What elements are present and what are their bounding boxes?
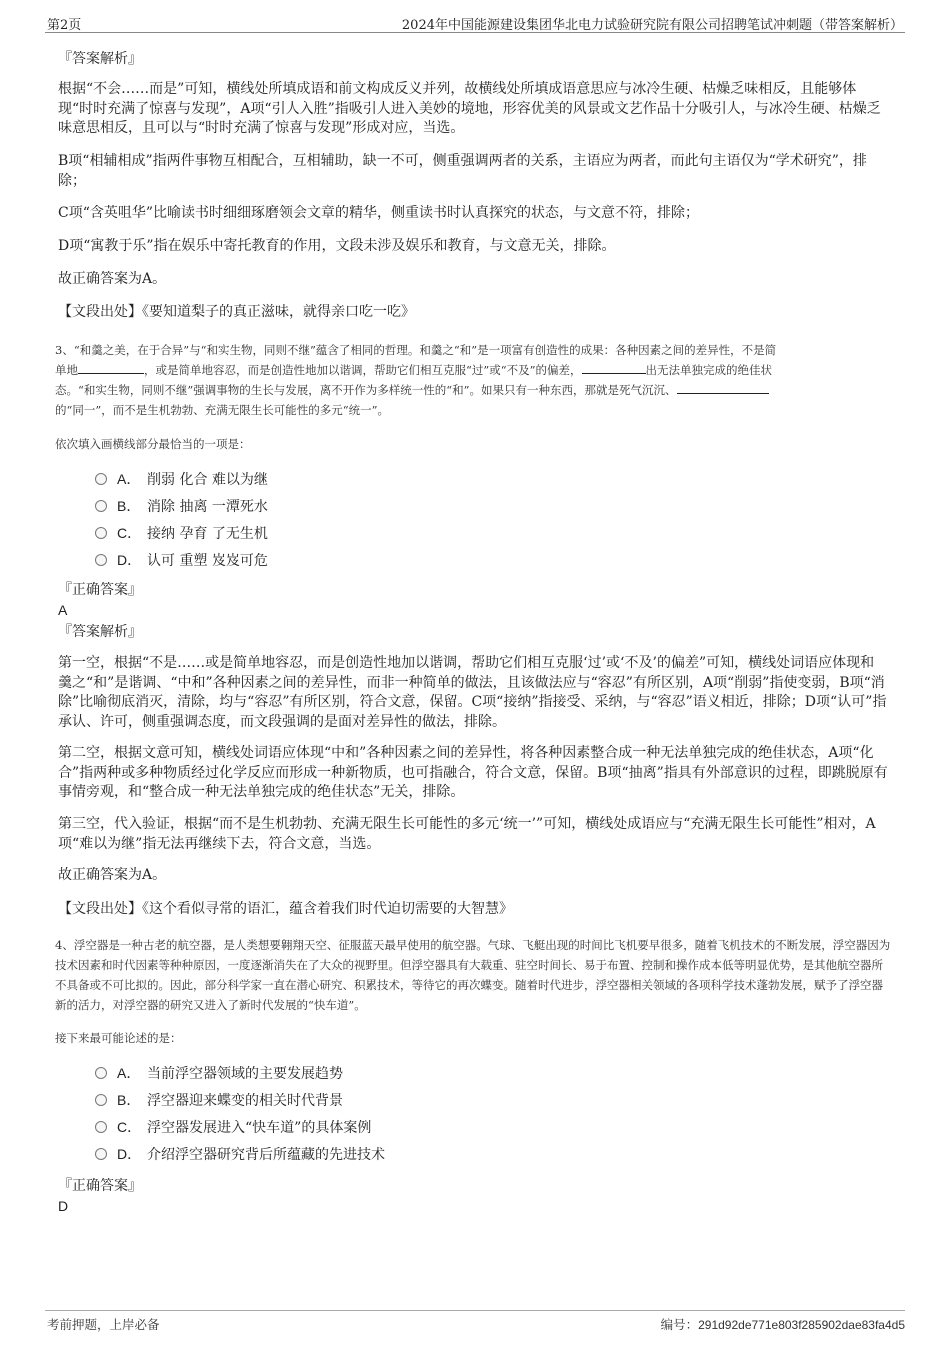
blank-1 xyxy=(78,361,144,374)
q4-option-d[interactable]: D． 介绍浮空器研究背后所蕴藏的先进技术 xyxy=(95,1144,385,1166)
q3-ask: 依次填入画横线部分最恰当的一项是： xyxy=(55,437,251,451)
radio-icon[interactable] xyxy=(95,1121,107,1133)
q3-question-line-2: 单地 ，或是简单地容忍，而是创造性地加以谐调，帮助它们相互克服“过”或“不及”的偏差， 出无法单独完成的绝佳状 xyxy=(55,363,773,377)
q3-conclusion: 故正确答案为A。 xyxy=(58,867,167,883)
q4-answer: D xyxy=(58,1198,69,1214)
q3-question-line-3: 态。“和实生物，同则不继”强调事物的生长与发展，离不开作为多样统一性的“和”。如果只有一种东西，那就是死气沉沉、 xyxy=(55,380,893,400)
q2-source: 【文段出处】《要知道梨子的真正滋味，就得亲口吃一吃》 xyxy=(58,304,415,320)
document-code: 编号：291d92de771e803f285902dae83fa4d5 xyxy=(660,1317,905,1332)
radio-icon[interactable] xyxy=(95,500,107,512)
q3-option-c[interactable]: C． 接纳 孕育 了无生机 xyxy=(95,523,268,545)
blank-2 xyxy=(582,361,646,374)
q3-option-a[interactable]: A． 削弱 化合 难以为继 xyxy=(95,469,268,491)
q3-option-d[interactable]: D． 认可 重塑 岌岌可危 xyxy=(95,550,268,572)
q4-answer-label: 『正确答案』 xyxy=(58,1178,142,1194)
blank-3 xyxy=(677,381,769,394)
radio-icon[interactable] xyxy=(95,1148,107,1160)
q4-option-c[interactable]: C． 浮空器发展进入“快车道”的具体案例 xyxy=(95,1117,371,1139)
q4-question: 4、浮空器是一种古老的航空器，是人类想要翱翔天空、征服蓝天最早使用的航空器。气球、飞艇出现的时间比飞机要早很多，随着飞机技术的不断发展，浮空器因为技术因素和时代因素等种种原因，一度逐渐消失在了大众的视野里。但浮空器具有大载重、驻空时间长、易于布置、控制和操作成本低等明显优势，是其他航空器所不具备或不可比拟的。因此，部分科学家一直在潜心研究、积累技术，等待它的再次蝶变。随着时代进步，浮空器相关领域的各项科学技术蓬勃发展，赋予了浮空器新的活力，对浮空器的研究又进入了新时代发展的“快车道”。 xyxy=(55,938,891,1012)
q3-question-line-1: 3、“和羹之美，在于合异”与“和实生物，同则不继”蕴含了相同的哲理。和羹之“和”是一项富有创造性的成果：各种因素之间的差异性，不是简 xyxy=(55,343,777,357)
radio-icon[interactable] xyxy=(95,1067,107,1079)
q3-analysis-para-1: 第一空，根据“不是……或是简单地容忍，而是创造性地加以谐调，帮助它们相互克服‘过’或‘不及’的偏差”可知，横线处词语应体现和羹之“和”是谐调、“中和”各种因素之间的差异性，而非一种简单的做法，且该做法应与“容忍”有所区别，A项“削弱”指使变弱，B项“消除”比喻彻底消灭，清除，均与“容忍”有所区别，符合文意，保留。C项“接纳”指接受、采纳，与“容忍”语义相近，排除；D项“认可”指承认、许可，侧重强调态度，而文段强调的是面对差异性的做法，排除。 xyxy=(58,655,887,730)
page-header xyxy=(45,10,905,33)
q3-answer-label: 『正确答案』 xyxy=(58,582,142,598)
q4-ask: 接下来最可能论述的是： xyxy=(55,1031,182,1045)
q2-analysis-para-1: 根据“不会……而是”可知，横线处所填成语和前文构成反义并列，故横线处所填成语意思应与冰冷生硬、枯燥乏味相反，且能够体现“时时充满了惊喜与发现”，A项“引人入胜”指吸引人进入美妙的境地，形容优美的风景或文艺作品十分吸引人，与冰冷生硬、枯燥乏味意思相反，且可以与“时时充满了惊喜与发现”形成对应，当选。 xyxy=(58,81,881,136)
radio-icon[interactable] xyxy=(95,1094,107,1106)
q3-analysis-label: 『答案解析』 xyxy=(58,624,142,640)
q3-source: 【文段出处】《这个看似寻常的语汇，蕴含着我们时代迫切需要的大智慧》 xyxy=(58,901,513,917)
document-title: 2024年中国能源建设集团华北电力试验研究院有限公司招聘笔试冲刺题（带答案解析） xyxy=(401,18,903,33)
q2-analysis-para-2: B项“相辅相成”指两件事物互相配合，互相辅助，缺一不可，侧重强调两者的关系，主语应为两者，而此句主语仅为“学术研究”，排除； xyxy=(58,153,867,189)
q3-option-b[interactable]: B． 消除 抽离 一潭死水 xyxy=(95,496,268,518)
q2-analysis-label: 『答案解析』 xyxy=(58,51,142,67)
radio-icon[interactable] xyxy=(95,473,107,485)
radio-icon[interactable] xyxy=(95,554,107,566)
q2-analysis-para-4: D项“寓教于乐”指在娱乐中寄托教育的作用，文段未涉及娱乐和教育，与文意无关，排除。 xyxy=(58,238,616,254)
q2-conclusion: 故正确答案为A。 xyxy=(58,271,167,287)
page-number: 第2页 xyxy=(47,18,82,33)
q3-answer: A xyxy=(58,602,68,618)
q3-question-line-4: 的“同一”，而不是生机勃勃、充满无限生长可能性的多元“统一”。 xyxy=(55,403,390,417)
footer-slogan: 考前押题，上岸必备 xyxy=(47,1317,160,1332)
q3-analysis-para-2: 第二空，根据文意可知，横线处词语应体现“中和”各种因素之间的差异性，将各种因素整合成一种无法单独完成的绝佳状态，A项“化合”指两种或多种物质经过化学反应而形成一种新物质，也可指融合，符合文意，保留。B项“抽离”指具有外部意识的过程，即跳脱原有事情旁观，和“整合成一种无法单独完成的绝佳状态”无关，排除。 xyxy=(58,745,888,800)
page-footer xyxy=(45,1310,905,1335)
radio-icon[interactable] xyxy=(95,527,107,539)
q2-analysis-para-3: C项“含英咀华”比喻读书时细细琢磨领会文章的精华，侧重读书时认真探究的状态，与文意不符，排除； xyxy=(58,205,700,221)
q4-option-b[interactable]: B． 浮空器迎来蝶变的相关时代背景 xyxy=(95,1090,343,1112)
q4-option-a[interactable]: A． 当前浮空器领域的主要发展趋势 xyxy=(95,1063,343,1085)
q3-analysis-para-3: 第三空，代入验证，根据“而不是生机勃勃、充满无限生长可能性的多元‘统一’”可知，横线处成语应与“充满无限生长可能性”相对，A项“难以为继”指无法再继续下去，符合文意，当选。 xyxy=(58,816,876,852)
